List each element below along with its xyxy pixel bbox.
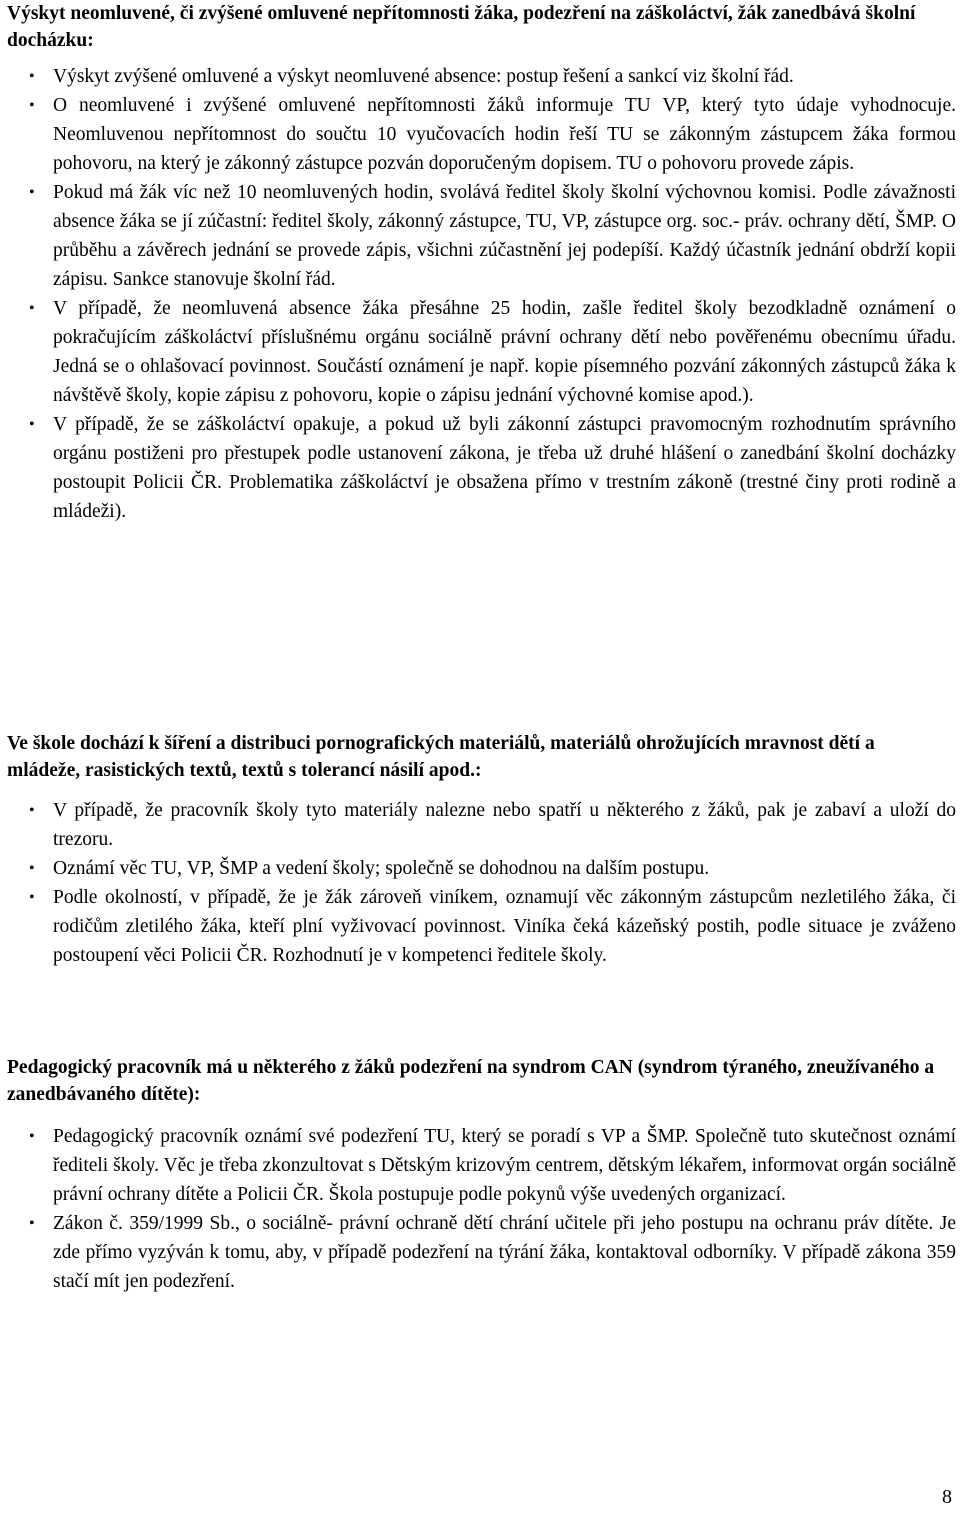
list-item: • Zákon č. 359/1999 Sb., o sociálně- právní ochraně dětí chrání učitele při jeho postupu na ochranu práv dítěte. Je zde přímo vyzýván k tomu, aby, v případě podezření na týrání žáka, kontaktoval odborníky. V případě zákona 359 stačí mít jen podezření. [0, 1209, 956, 1296]
bullet-icon: • [29, 860, 35, 877]
bullet-icon: • [29, 300, 35, 317]
list-item: • V případě, že pracovník školy tyto materiály nalezne nebo spatří u některého z žáků, pak je zabaví a uloží do trezoru. [0, 796, 956, 854]
bullet-icon: • [29, 97, 35, 114]
bullet-icon: • [29, 1128, 35, 1145]
bullet-list-absence [0, 62, 956, 526]
bullet-icon: • [29, 184, 35, 201]
bullet-list-can-syndrome [0, 1122, 956, 1296]
list-item: • O neomluvené i zvýšené omluvené nepřítomnosti žáků informuje TU VP, který tyto údaje vyhodnocuje. Neomluvenou nepřítomnost do součtu 10 vyučovacích hodin řeší TU se zákonným zástupcem žáka formou pohovoru, na který je zákonný zástupce pozván doporučeným dopisem. TU o pohovoru provede zápis. [0, 91, 956, 178]
list-item: • Pedagogický pracovník oznámí své podezření TU, který se poradí s VP a ŠMP. Společně tuto skutečnost oznámí řediteli školy. Věc je třeba zkonzultovat s Dětským krizovým centrem, dětským lékařem, informovat orgán sociálně právní ochrany dítěte a Policii ČR. Škola postupuje podle pokynů výše uvedených organizací. [0, 1122, 956, 1209]
list-item: • Oznámí věc TU, VP, ŠMP a vedení školy; společně se dohodnou na dalším postupu. [0, 854, 956, 883]
list-item: • Výskyt zvýšené omluvené a výskyt neomluvené absence: postup řešení a sankcí viz školní řád. [0, 62, 956, 91]
list-item: • V případě, že se záškoláctví opakuje, a pokud už byli zákonní zástupci pravomocným rozhodnutím správního orgánu postiženi pro přestupek podle ustanovení zákona, je třeba už druhé hlášení o zanedbání školní docházky postoupit Policii ČR. Problematika záškoláctví je obsažena přímo v trestním zákoně (trestné činy proti rodině a mládeži). [0, 410, 956, 526]
list-item: • Podle okolností, v případě, že je žák zároveň viníkem, oznamují věc zákonným zástupcům nezletilého žáka, či rodičům zletilého žáka, kteří plní vyživovací povinnost. Viníka čeká kázeňský postih, podle situace je zváženo postoupení věci Policii ČR. Rozhodnutí je v kompetenci ředitele školy. [0, 883, 956, 970]
section-heading-can-syndrome: Pedagogický pracovník má u některého z žáků podezření na syndrom CAN (syndrom týraného, zneužívaného a zanedbávaného dítěte): [7, 1057, 935, 1105]
section-heading-absence: Výskyt neomluvené, či zvýšené omluvené nepřítomnosti žáka, podezření na záškoláctví, žák zanedbává školní docházku: [7, 3, 916, 51]
list-item: • V případě, že neomluvená absence žáka přesáhne 25 hodin, zašle ředitel školy bezodkladně oznámení o pokračujícím záškoláctví příslušnému orgánu sociálně právní ochrany dětí nebo pověřenému obecnímu úřadu. Jedná se o ohlašovací povinnost. Součástí oznámení je např. kopie písemného pozvání zákonných zástupců žáka k návštěvě školy, kopie zápisu z pohovoru, kopie o zápisu jednání výchovné komise apod.). [0, 294, 956, 410]
bullet-icon: • [29, 802, 35, 819]
bullet-icon: • [29, 68, 35, 85]
bullet-icon: • [29, 1215, 35, 1232]
bullet-list-materials [0, 796, 956, 970]
bullet-icon: • [29, 889, 35, 906]
section-heading-materials: Ve škole dochází k šíření a distribuci pornografických materiálů, materiálů ohrožujících mravnost dětí a mládeže, rasistických textů, textů s tolerancí násilí apod.: [7, 733, 875, 781]
bullet-icon: • [29, 416, 35, 433]
list-item: • Pokud má žák víc než 10 neomluvených hodin, svolává ředitel školy školní výchovnou komisi. Podle závažnosti absence žáka se jí zúčastní: ředitel školy, zákonný zástupce, TU, VP, zástupce org. soc.- práv. ochrany dětí, ŠMP. O průběhu a závěrech jednání se provede zápis, všichni zúčastnění jej podepíší. Každý účastník jednání obdrží kopii zápisu. Sankce stanovuje školní řád. [0, 178, 956, 294]
page-number: 8 [942, 1486, 952, 1508]
